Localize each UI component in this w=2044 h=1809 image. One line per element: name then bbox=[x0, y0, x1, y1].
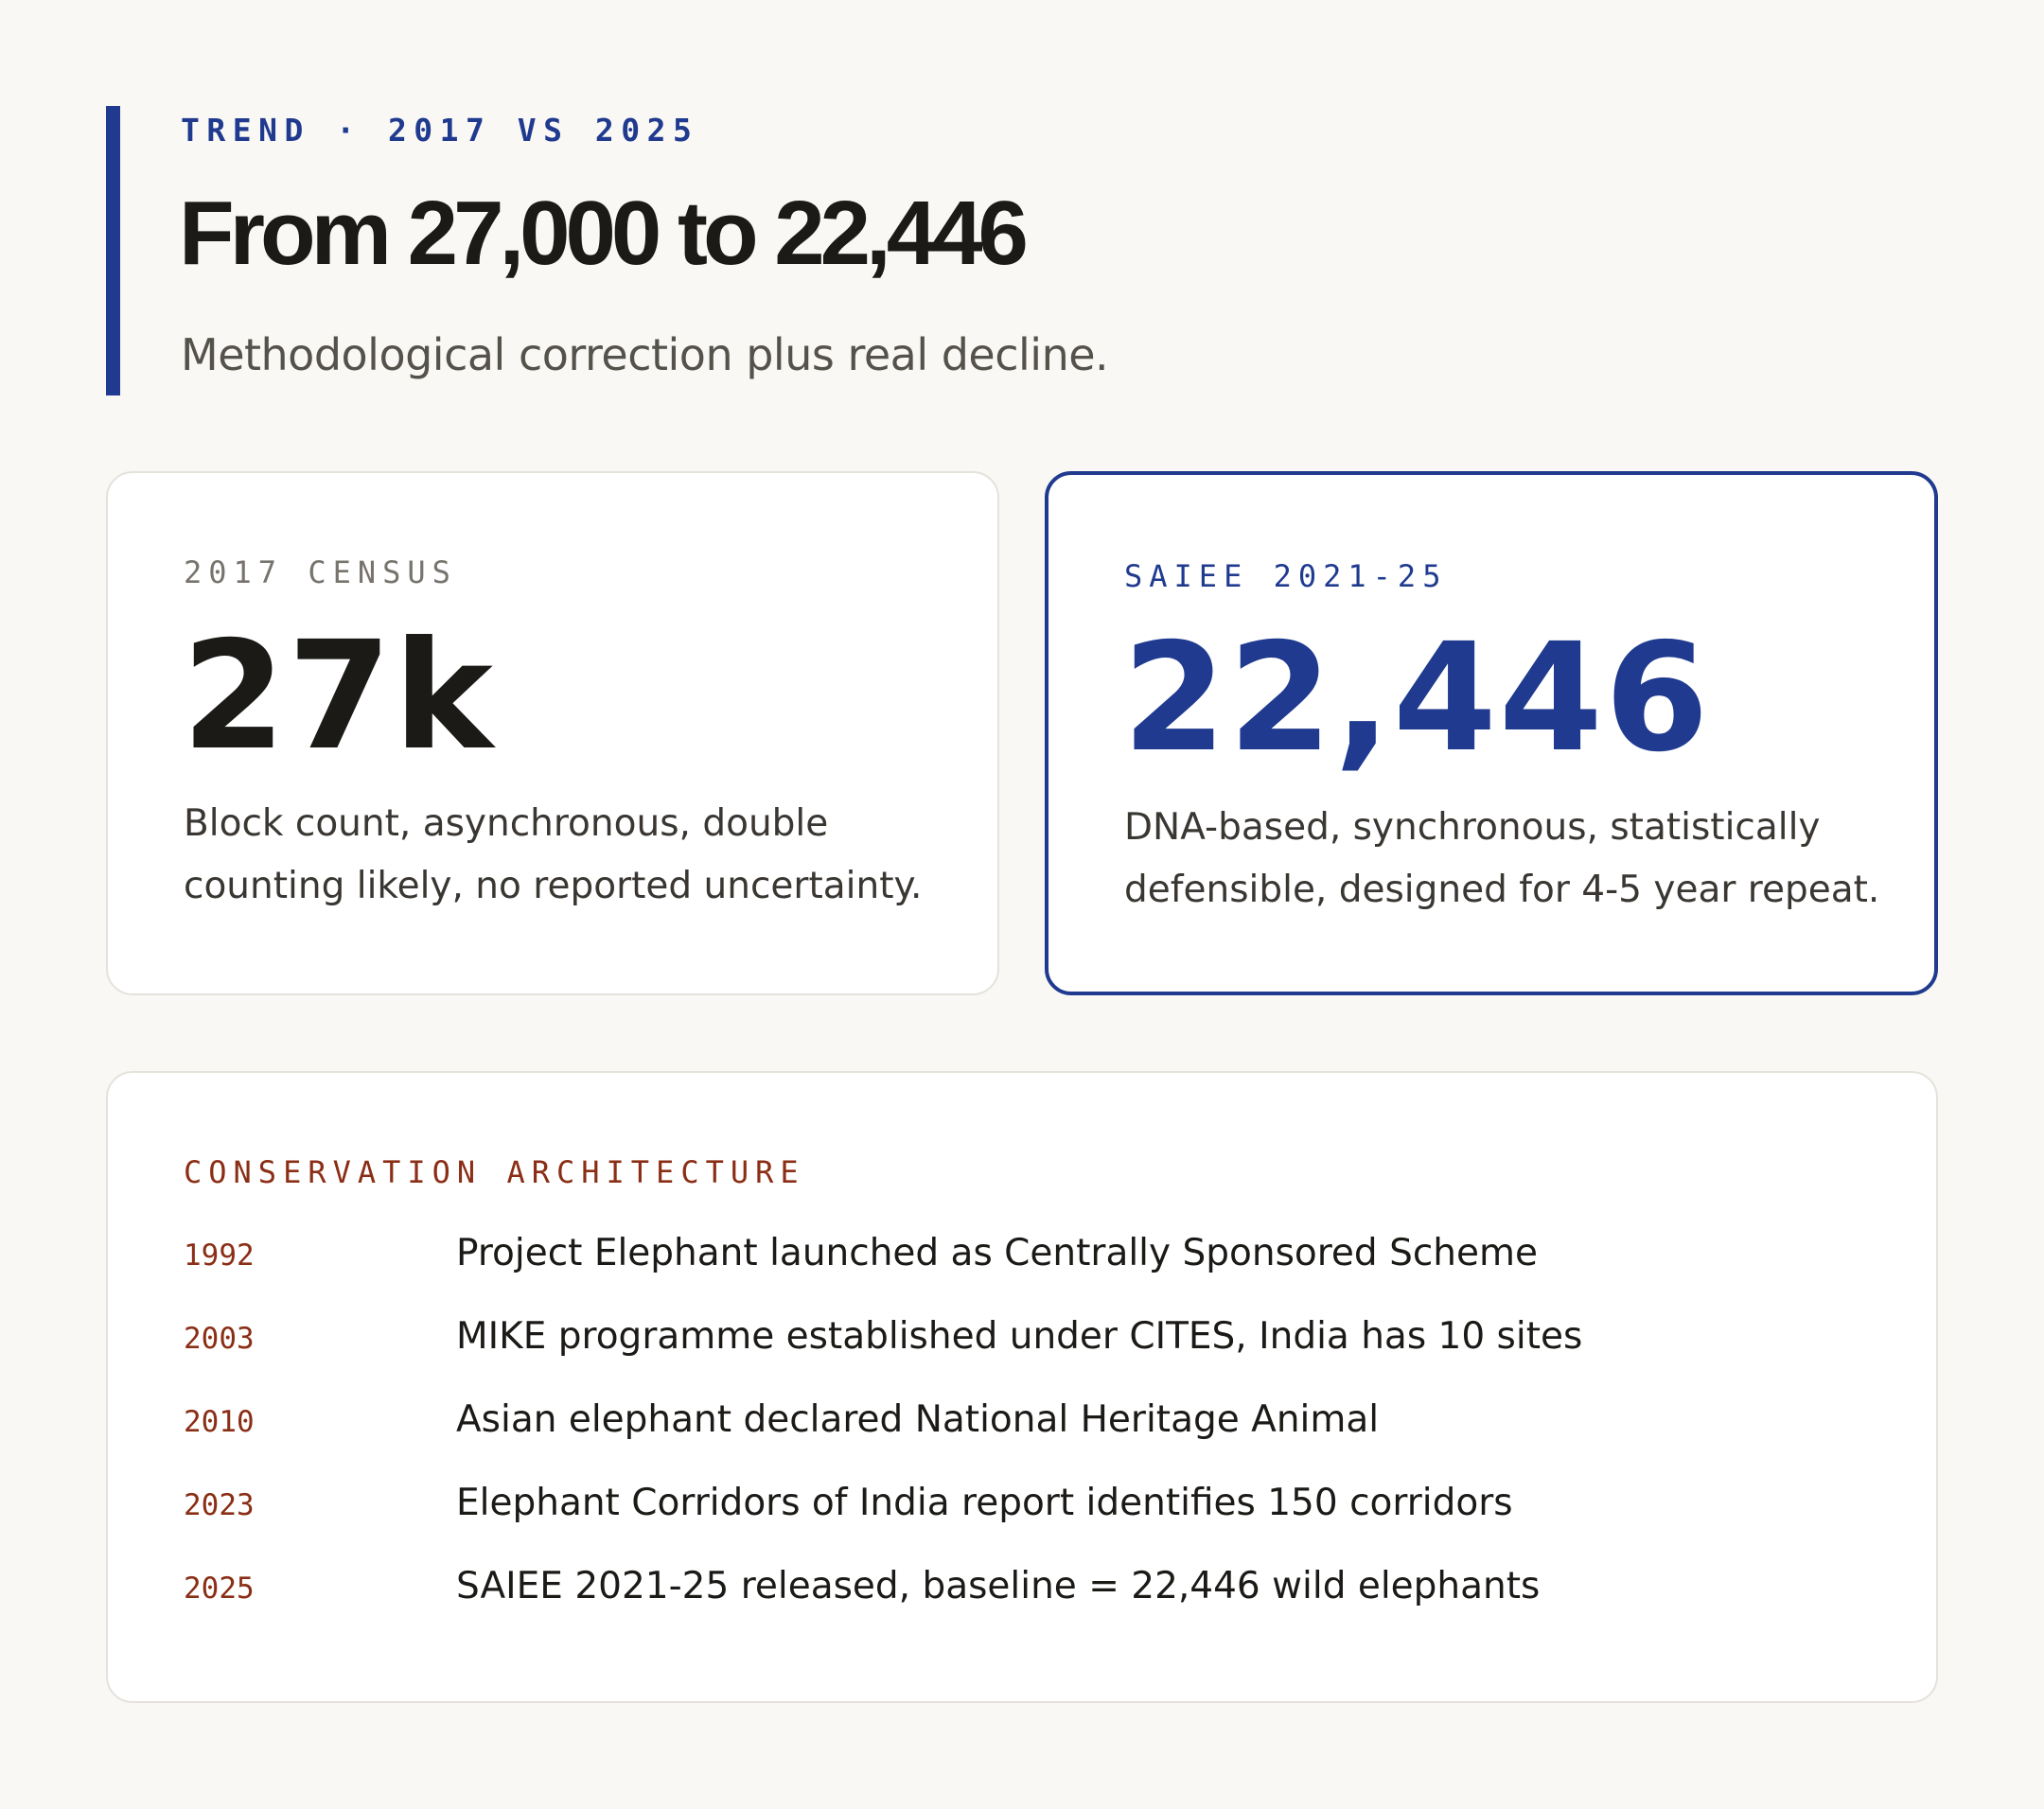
stat-card-2017-census bbox=[106, 471, 999, 995]
page-title: From 27,000 to 22,446 bbox=[179, 183, 1024, 284]
timeline-year: 2003 bbox=[184, 1322, 255, 1356]
page-subtitle: Methodological correction plus real decline. bbox=[181, 329, 1109, 380]
timeline-event: Project Elephant launched as Centrally Sponsored Scheme bbox=[456, 1232, 1538, 1274]
timeline-item bbox=[184, 1482, 1868, 1565]
timeline-event: SAIEE 2021-25 released, baseline = 22,446 wild elephants bbox=[456, 1565, 1541, 1607]
timeline-event: Asian elephant declared National Heritage Animal bbox=[456, 1398, 1380, 1441]
timeline-year: 2025 bbox=[184, 1572, 255, 1606]
conservation-timeline-card bbox=[106, 1071, 1938, 1703]
stat-card-value: 22,446 bbox=[1122, 611, 1711, 785]
section-label: CONSERVATION ARCHITECTURE bbox=[184, 1154, 805, 1190]
timeline-year: 2010 bbox=[184, 1405, 255, 1439]
stat-card-value: 27k bbox=[182, 609, 495, 783]
timeline-item bbox=[184, 1398, 1868, 1482]
timeline-event: MIKE programme established under CITES, India has 10 sites bbox=[456, 1315, 1583, 1358]
timeline-year: 2023 bbox=[184, 1488, 255, 1522]
page-header bbox=[106, 106, 1525, 395]
timeline-event: Elephant Corridors of India report identifies 150 corridors bbox=[456, 1482, 1513, 1524]
stat-card-saiee bbox=[1045, 471, 1938, 995]
stat-card-label: 2017 CENSUS bbox=[184, 554, 457, 590]
timeline-item bbox=[184, 1315, 1868, 1398]
timeline-item bbox=[184, 1565, 1868, 1648]
stat-card-description: DNA-based, synchronous, statistically defensible, designed for 4-5 year repeat. bbox=[1124, 806, 1880, 911]
stat-card-label: SAIEE 2021-25 bbox=[1124, 558, 1448, 594]
eyebrow-label: TREND · 2017 VS 2025 bbox=[181, 112, 699, 149]
timeline-list bbox=[184, 1232, 1868, 1648]
stat-card-description: Block count, asynchronous, double counting likely, no reported uncertainty. bbox=[184, 802, 923, 907]
timeline-item bbox=[184, 1232, 1868, 1315]
timeline-year: 1992 bbox=[184, 1238, 255, 1273]
